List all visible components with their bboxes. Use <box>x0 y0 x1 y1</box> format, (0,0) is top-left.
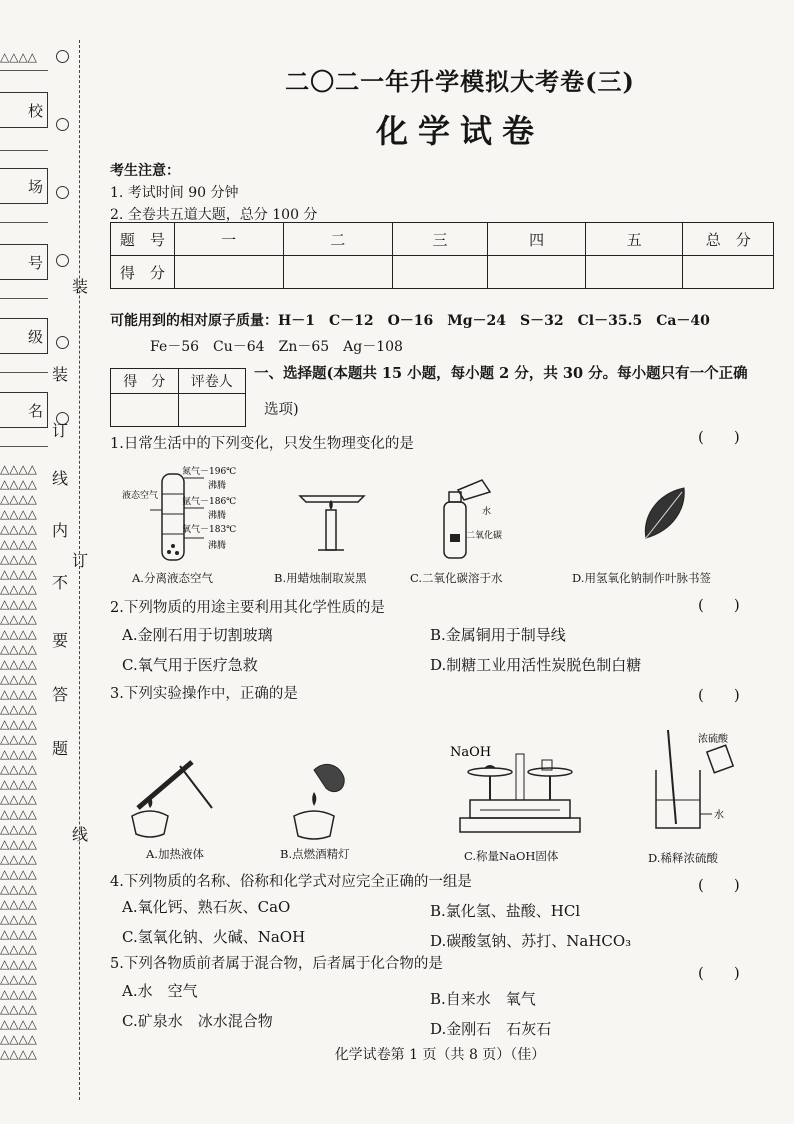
binding-line <box>0 70 48 71</box>
binding-line <box>0 372 48 373</box>
lighting-burner-figure <box>284 756 374 842</box>
option-b[interactable]: B.自来水 氧气 <box>430 990 536 1008</box>
binding-strip <box>0 0 100 1124</box>
argon-label: 氩气－186℃ <box>182 497 237 507</box>
option-d[interactable]: D.制糖工业用活性炭脱色制白糖 <box>430 656 642 674</box>
atomic-mass-line: Fe－56 Cu－64 Zn－65 Ag－108 <box>150 339 403 355</box>
question-stem: 1.日常生活中的下列变化，只发生物理变化的是 <box>110 436 414 452</box>
water-label: 水 <box>714 810 724 821</box>
figure-caption: B.点燃酒精灯 <box>280 847 350 861</box>
oxygen-label: 氧气－183℃ <box>182 525 237 535</box>
option-c[interactable]: C.氢氧化钠、火碱、NaOH <box>122 928 306 946</box>
boil-label: 沸腾 <box>208 511 227 521</box>
option-b[interactable]: B.氯化氢、盐酸、HCl <box>430 902 581 920</box>
binding-vertical-char: 装 <box>72 277 89 296</box>
seat-number-field: 号 <box>0 244 48 280</box>
section-heading-cont: 选项) <box>264 402 299 418</box>
option-c[interactable]: C.矿泉水 冰水混合物 <box>122 1012 273 1030</box>
grader-box <box>110 368 246 427</box>
water-label: 水 <box>482 507 492 517</box>
answer-paren[interactable]: ( ) <box>698 964 740 982</box>
binding-vertical-char: 答 <box>52 685 69 704</box>
score-cell[interactable] <box>174 256 283 289</box>
figure-caption: D.用氢氧化钠制作叶脉书签 <box>572 571 711 585</box>
binding-dashed-line <box>79 40 80 1100</box>
table-header-cell: 二 <box>283 223 392 256</box>
binding-vertical-char: 要 <box>52 631 69 650</box>
table-header-cell: 三 <box>392 223 488 256</box>
binding-line <box>0 298 48 299</box>
score-cell[interactable] <box>585 256 683 289</box>
figure-caption: D.稀释浓硫酸 <box>648 851 718 865</box>
binding-line <box>0 222 48 223</box>
option-d[interactable]: D.金刚石 石灰石 <box>430 1020 552 1038</box>
school-field: 校 <box>0 92 48 128</box>
score-table <box>110 222 774 289</box>
binding-vertical-char: 内 <box>52 521 69 540</box>
score-cell[interactable] <box>283 256 392 289</box>
question-stem: 2.下列物质的用途主要利用其化学性质的是 <box>110 600 385 616</box>
answer-paren[interactable]: ( ) <box>698 428 740 446</box>
notice-item: 1. 考试时间 90 分钟 <box>110 185 239 201</box>
atomic-mass-line: 可能用到的相对原子质量：H－1 C－12 O－16 Mg－24 S－32 Cl－35.5 Ca－40 <box>110 313 710 329</box>
option-c[interactable]: C.氧气用于医疗急救 <box>122 656 258 674</box>
binding-vertical-char: 订 <box>72 551 89 570</box>
binding-hole <box>56 50 69 63</box>
exam-room-field: 场 <box>0 168 48 204</box>
question-stem: 4.下列物质的名称、俗称和化学式对应完全正确的一组是 <box>110 874 472 890</box>
boil-label: 沸腾 <box>208 481 227 491</box>
binding-hole <box>56 254 69 267</box>
balance-figure <box>450 740 590 846</box>
naoh-label: NaOH <box>450 745 492 760</box>
answer-paren[interactable]: ( ) <box>698 686 740 704</box>
binding-vertical-char: 题 <box>52 739 69 758</box>
section-heading: 一、选择题(本题共 15 小题，每小题 2 分，共 30 分。每小题只有一个正确 <box>254 365 748 382</box>
liquid-air-label: 液态空气 <box>122 491 159 501</box>
table-header-cell: 五 <box>585 223 683 256</box>
binding-vertical-char: 订 <box>52 421 69 440</box>
table-header-cell: 一 <box>174 223 283 256</box>
binding-hole <box>56 186 69 199</box>
class-field: 级 <box>0 318 48 354</box>
binding-line <box>0 150 48 151</box>
acid-label: 浓硫酸 <box>698 734 728 745</box>
triangle-pattern: △△△△ △△△△ △△△△ △△△△ △△△△ △△△△ △△△△ △△△△ △△△△ △△△△ △△△△ △△△△ △△△△ △△△△ △△△△ △△△△ △△△△ △△△△ △△△△ △△△△ △△△△ △△△△ △△△△ △△△△ △△△△ △△△△ △△△△ △△△△ △△△△ △△△△ △△△△ △△△△ △△△△ △△△△ △△△△ △△△△ △△△△ △△△△ △△△△ △△△△ <box>0 462 37 1061</box>
grader-header: 得 分 <box>111 369 179 394</box>
score-cell[interactable] <box>683 256 774 289</box>
binding-vertical-char: 装 <box>52 365 69 384</box>
question-stem: 3.下列实验操作中，正确的是 <box>110 686 298 702</box>
answer-paren[interactable]: ( ) <box>698 596 740 614</box>
grader-cell[interactable] <box>178 394 246 427</box>
notice-heading: 考生注意： <box>110 163 180 179</box>
table-header-cell: 四 <box>488 223 586 256</box>
fractionation-column-figure <box>120 464 250 568</box>
binding-line <box>0 446 48 447</box>
option-a[interactable]: A.氧化钙、熟石灰、CaO <box>122 898 291 916</box>
page-footer: 化学试卷第 1 页（共 8 页）（佳） <box>334 1047 546 1063</box>
table-row-label: 得 分 <box>111 256 175 289</box>
co2-bottle-figure <box>430 478 520 568</box>
leaf-figure <box>636 484 696 544</box>
boil-label: 沸腾 <box>208 541 227 551</box>
exam-subtitle: 化学试卷 <box>375 112 544 150</box>
binding-vertical-char: 线 <box>72 825 89 844</box>
grader-cell[interactable] <box>111 394 179 427</box>
option-b[interactable]: B.金属铜用于制导线 <box>430 626 566 644</box>
binding-hole <box>56 336 69 349</box>
grader-header: 评卷人 <box>178 369 246 394</box>
binding-hole <box>56 118 69 131</box>
name-field: 名 <box>0 392 48 428</box>
question-stem: 5.下列各物质前者属于混合物，后者属于化合物的是 <box>110 956 443 972</box>
co2-label: 二氧化碳 <box>466 531 503 541</box>
option-d[interactable]: D.碳酸氢钠、苏打、NaHCO₃ <box>430 932 632 950</box>
exam-title: 二〇二一年升学模拟大考卷(三) <box>285 67 635 96</box>
figure-caption: B.用蜡烛制取炭黑 <box>274 571 367 585</box>
figure-caption: A.加热液体 <box>146 847 204 861</box>
score-cell[interactable] <box>488 256 586 289</box>
notice-item: 2. 全卷共五道大题，总分 100 分 <box>110 207 318 223</box>
candle-soot-figure <box>292 484 372 564</box>
figure-caption: A.分离液态空气 <box>132 571 213 585</box>
binding-vertical-char: 不 <box>52 573 69 592</box>
heating-liquid-figure <box>124 756 224 842</box>
score-cell[interactable] <box>392 256 488 289</box>
table-header-cell: 总 分 <box>683 223 774 256</box>
binding-vertical-char: 线 <box>52 469 69 488</box>
option-a[interactable]: A.金刚石用于切割玻璃 <box>122 626 273 644</box>
dilution-figure <box>636 724 746 844</box>
triangle-row: △△△△ <box>0 50 37 64</box>
answer-paren[interactable]: ( ) <box>698 876 740 894</box>
figure-caption: C.二氧化碳溶于水 <box>410 571 503 585</box>
option-a[interactable]: A.水 空气 <box>122 982 198 1000</box>
nitrogen-label: 氮气－196℃ <box>182 467 237 477</box>
table-header-cell: 题 号 <box>111 223 175 256</box>
figure-caption: C.称量NaOH固体 <box>464 849 559 863</box>
